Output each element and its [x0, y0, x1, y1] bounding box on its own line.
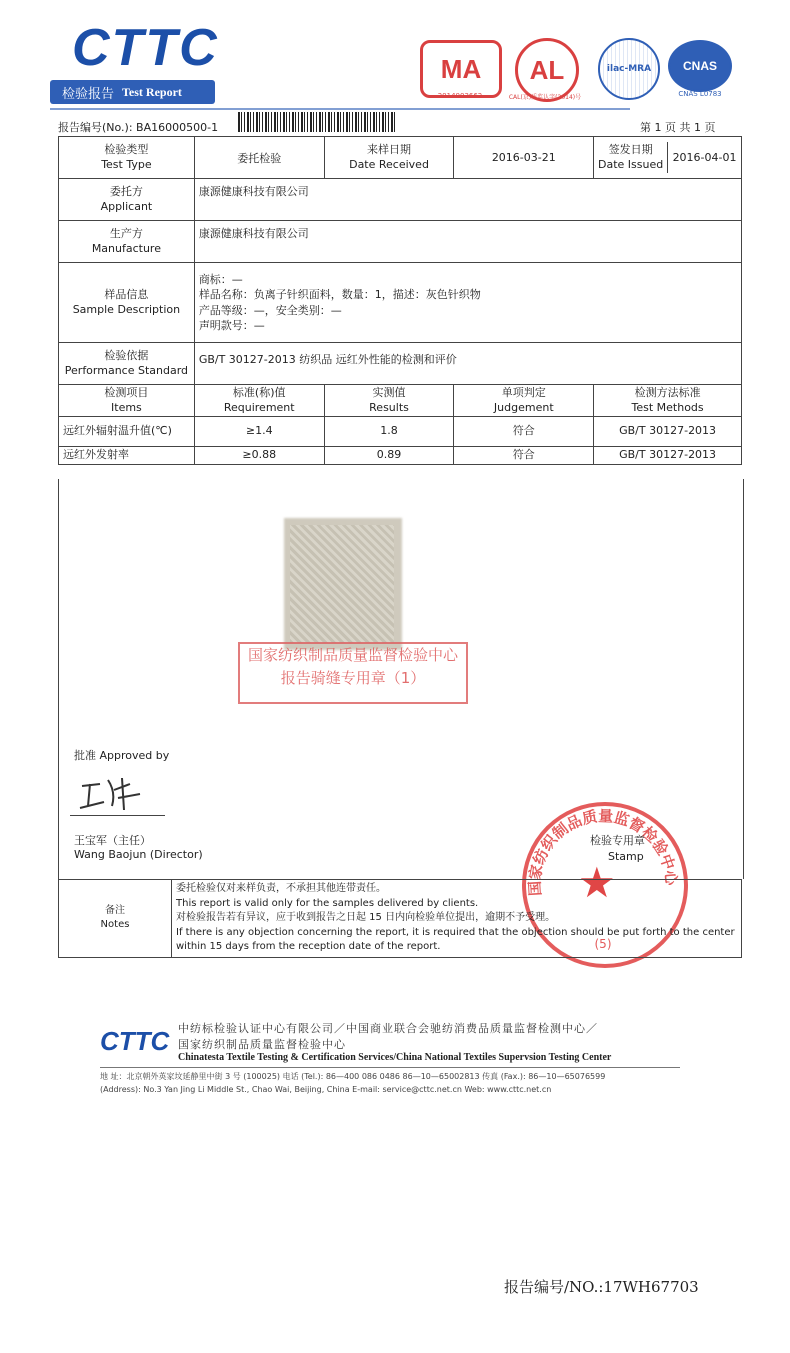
- director-name-en: Wang Baojun (Director): [74, 848, 203, 861]
- date-issued-cell: [594, 137, 742, 179]
- cma-number: 2014003662: [437, 92, 483, 100]
- fabric-sample-texture: [290, 525, 394, 643]
- report-number: 报告编号(No.): BA16000500-1: [58, 121, 219, 134]
- header-judgement: 单项判定 Judgement: [454, 385, 594, 417]
- date-received-value: 2016-03-21: [454, 137, 594, 179]
- seam-stamp-line2: 报告骑缝专用章（1）: [280, 668, 426, 687]
- row-item: 远红外发射率: [59, 447, 195, 465]
- footer-org-line1: 中纺标检验认证中心有限公司／中国商业联合会驰纺消费品质量监督检测中心／: [178, 1022, 598, 1035]
- note-line: This report is valid only for the samples delivered by clients.: [176, 897, 479, 909]
- row-result: 0.89: [324, 447, 454, 465]
- test-type-value: 委托检验: [194, 137, 324, 179]
- signature-line: [70, 815, 165, 816]
- row-requirement: ≥1.4: [194, 417, 324, 447]
- cnas-number: CNAS L0783: [678, 90, 722, 98]
- row-judgement: 符合: [454, 417, 594, 447]
- standard-label: 检验依据 Performance Standard: [59, 343, 195, 385]
- footer-cttc-logo: CTTC: [100, 1026, 170, 1056]
- header-test-methods: 检测方法标准 Test Methods: [594, 385, 742, 417]
- stamp-label-cn: 检验专用章: [590, 834, 645, 847]
- footer-address-cn: 地 址：北京朝外英家坟延静里中街 3 号 (100025) 电话 (Tel.): 86—400 086 0486 86—10—65002813 传真 (Fax.): 86—10—65076599: [100, 1072, 606, 1081]
- barcode: [238, 112, 396, 132]
- stamp-label-en: Stamp: [608, 850, 644, 863]
- standard-value: GB/T 30127-2013 纺织品 远红外性能的检测和评价: [194, 343, 741, 385]
- manufacture-value: 康源健康科技有限公司: [194, 221, 741, 263]
- sample-description: [194, 263, 741, 343]
- seam-stamp: [238, 642, 468, 704]
- row-item: 远红外辐射温升值(℃): [59, 417, 195, 447]
- note-line: 委托检验仅对来样负责，不承担其他连带责任。: [176, 883, 386, 894]
- banner-cn: 检验报告: [62, 86, 115, 102]
- director-name-cn: 王宝军（主任）: [74, 834, 151, 847]
- ilac-mra-logo: ilac-MRA: [598, 38, 660, 100]
- signature-image: [78, 772, 148, 812]
- table-row: [59, 447, 742, 465]
- cnas-logo: CNAS: [668, 40, 732, 92]
- sample-label: 样品信息 Sample Description: [59, 263, 195, 343]
- applicant-value: 康源健康科技有限公司: [194, 179, 741, 221]
- results-header-row: [59, 385, 742, 417]
- sample-line: 声明款号：—: [198, 318, 265, 332]
- notes-content: [172, 880, 742, 958]
- header-items: 检测项目 Items: [59, 385, 195, 417]
- footer-address-en: (Address): No.3 Yan Jing Li Middle St., Chao Wai, Beijing, China E-mail: service@cttc.net.cn Web: www.cttc.net.cn: [100, 1085, 552, 1094]
- note-line: 对检验报告若有异议，应于收到报告之日起 15 日内向检验单位提出，逾期不予受理。: [176, 912, 556, 923]
- notes-label: 备注 Notes: [59, 880, 172, 958]
- footer-org-en: Chinatesta Textile Testing & Certification Services/China National Textiles Supervsion Testing Center: [178, 1052, 612, 1063]
- sample-line: 产品等级：—，安全类别：—: [198, 303, 342, 317]
- cma-cert-logo: MA: [420, 40, 502, 98]
- cal-cert-logo: AL: [515, 38, 579, 102]
- note-line: If there is any objection concerning the report, it is required that the objection should be put forth to the center: [176, 926, 735, 938]
- approved-by-label: 批准 Approved by: [74, 749, 170, 762]
- header-results: 实测值 Results: [324, 385, 454, 417]
- seam-stamp-line1: 国家纺织制品质量监督检验中心: [247, 646, 458, 664]
- report-table: [58, 136, 742, 465]
- table-row: [59, 417, 742, 447]
- date-received-label: 来样日期 Date Received: [324, 137, 454, 179]
- stamp-star-icon: ★: [578, 858, 616, 907]
- sample-line: 商标：—: [198, 272, 243, 286]
- cttc-logo: CTTC: [72, 19, 219, 77]
- header-rule: [50, 108, 630, 110]
- row-result: 1.8: [324, 417, 454, 447]
- banner-en: Test Report: [122, 84, 182, 99]
- notes-table: [58, 879, 742, 958]
- date-issued-value: 2016-04-01: [672, 151, 737, 164]
- row-method: GB/T 30127-2013: [594, 447, 742, 465]
- cal-caption: CAL(京)质监认字(2014)号: [508, 94, 582, 101]
- date-issued-label: 签发日期 Date Issued: [594, 142, 667, 174]
- row-method: GB/T 30127-2013: [594, 417, 742, 447]
- header-requirement: 标准(称)值 Requirement: [194, 385, 324, 417]
- footer-rule: [100, 1067, 680, 1068]
- note-line: within 15 days from the reception date of the report.: [176, 941, 441, 952]
- footer-org-line2: 国家纺织制品质量监督检验中心: [178, 1038, 346, 1051]
- manufacture-label: 生产方 Manufacture: [59, 221, 195, 263]
- sample-line: 样品名称：负离子针织面料，数量：1，描述：灰色针织物: [198, 288, 481, 302]
- test-type-label: 检验类型 Test Type: [59, 137, 195, 179]
- row-judgement: 符合: [454, 447, 594, 465]
- svg-text:国家纺织制品质量监督检验中心: 国家纺织制品质量监督检验中心: [525, 807, 681, 897]
- row-requirement: ≥0.88: [194, 447, 324, 465]
- bottom-report-number: 报告编号/NO.:17WH67703: [504, 1278, 699, 1296]
- test-report-banner: [50, 80, 215, 104]
- svg-text:(5): (5): [594, 937, 612, 951]
- applicant-label: 委托方 Applicant: [59, 179, 195, 221]
- page-info: 第 1 页 共 1 页: [640, 121, 716, 134]
